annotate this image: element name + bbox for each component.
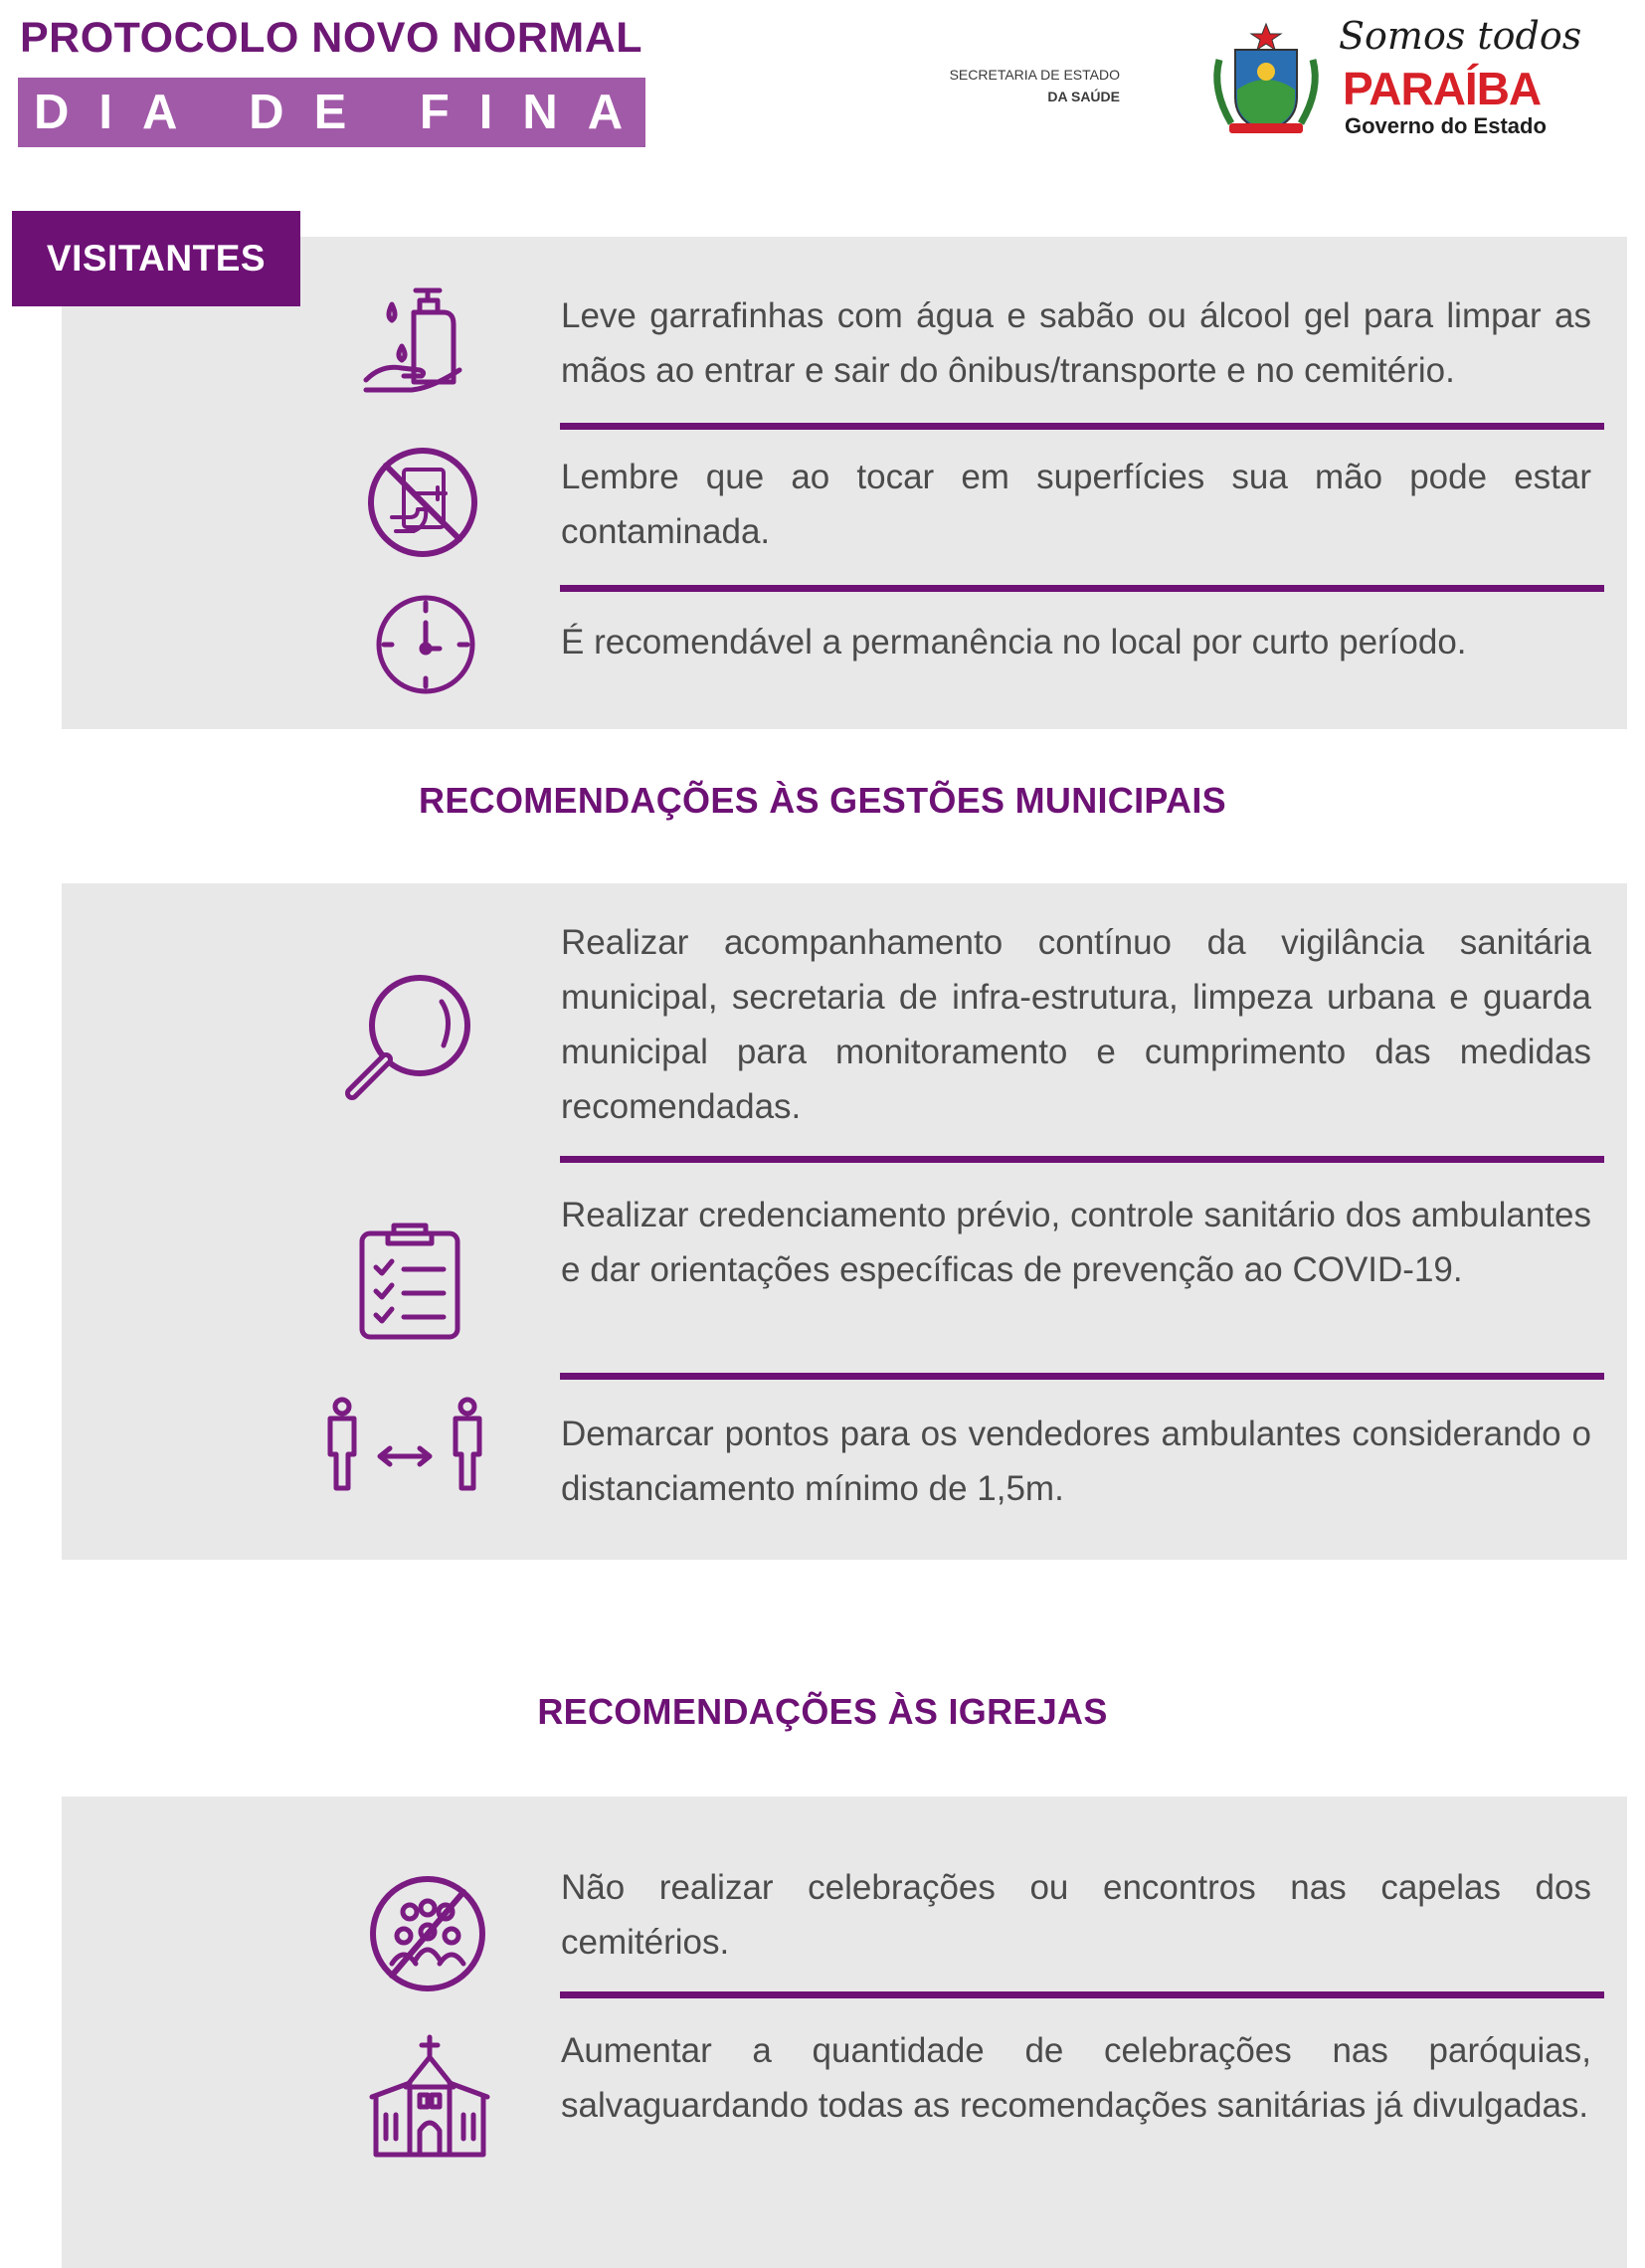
visitantes-item-1-text: Leve garrafinhas com água e sabão ou álcool gel para limpar as mãos ao entrar e sair do ônibus/transporte e no cemitério.: [561, 296, 1591, 390]
igrejas-item-2-text: Aumentar a quantidade de celebrações nas paróquias, salvaguardando todas as recomendações sanitárias já divulgadas.: [561, 2031, 1591, 2125]
gestoes-item-2-text: Realizar credenciamento prévio, controle sanitário dos ambulantes e dar orientações específicas de prevenção ao COVID-19.: [561, 1196, 1591, 1289]
brand-somos-todos: Somos todos: [1339, 14, 1582, 58]
state-crest-logo: [1205, 20, 1327, 141]
brand-governo: Governo do Estado: [1345, 113, 1547, 138]
visitantes-tag: VISITANTES: [12, 211, 300, 306]
visitantes-item-3-text: É recomendável a permanência no local por curto período.: [561, 623, 1467, 662]
gestoes-item-1-text: Realizar acompanhamento contínuo da vigilância sanitária municipal, secretaria de infra-estrutura, limpeza urbana e guarda municipal para monitoramento e cumprimento das medidas recomendadas.: [561, 923, 1591, 1126]
no-gathering-icon: [368, 1874, 487, 1993]
clock-icon: [374, 593, 477, 696]
secretaria-line2: DA SAÚDE: [1047, 89, 1120, 104]
divider: [560, 1156, 1604, 1163]
gestoes-item-3-text: Demarcar pontos para os vendedores ambulantes considerando o distanciamento mínimo de 1,5m.: [561, 1415, 1591, 1508]
visitantes-item-2-text: Lembre que ao tocar em superfícies sua mão pode estar contaminada.: [561, 458, 1591, 551]
divider: [560, 585, 1604, 592]
secretaria-line1: SECRETARIA DE ESTADO: [949, 67, 1120, 83]
magnifier-icon: [338, 970, 477, 1109]
no-touch-surface-icon: [366, 446, 479, 559]
igrejas-section-title: RECOMENDAÇÕES ÀS IGREJAS: [537, 1691, 1108, 1732]
church-icon: [366, 2035, 493, 2159]
gestoes-section-title: RECOMENDAÇÕES ÀS GESTÕES MUNICIPAIS: [419, 780, 1226, 821]
divider: [560, 423, 1604, 430]
igrejas-item-1-text: Não realizar celebrações ou encontros nas capelas dos cemitérios.: [561, 1868, 1591, 1962]
clipboard-checklist-icon: [358, 1218, 461, 1341]
social-distance-icon: [320, 1397, 489, 1492]
page-title: PROTOCOLO NOVO NORMAL: [20, 14, 643, 62]
page-subtitle-band: DIA DE FINADOS: [18, 78, 645, 147]
hand-sanitizer-icon: [362, 284, 471, 396]
divider: [560, 1373, 1604, 1380]
secretaria-label: [935, 64, 1120, 107]
divider: [560, 1991, 1604, 1998]
brand-paraiba: PARAÍBA: [1343, 63, 1542, 114]
